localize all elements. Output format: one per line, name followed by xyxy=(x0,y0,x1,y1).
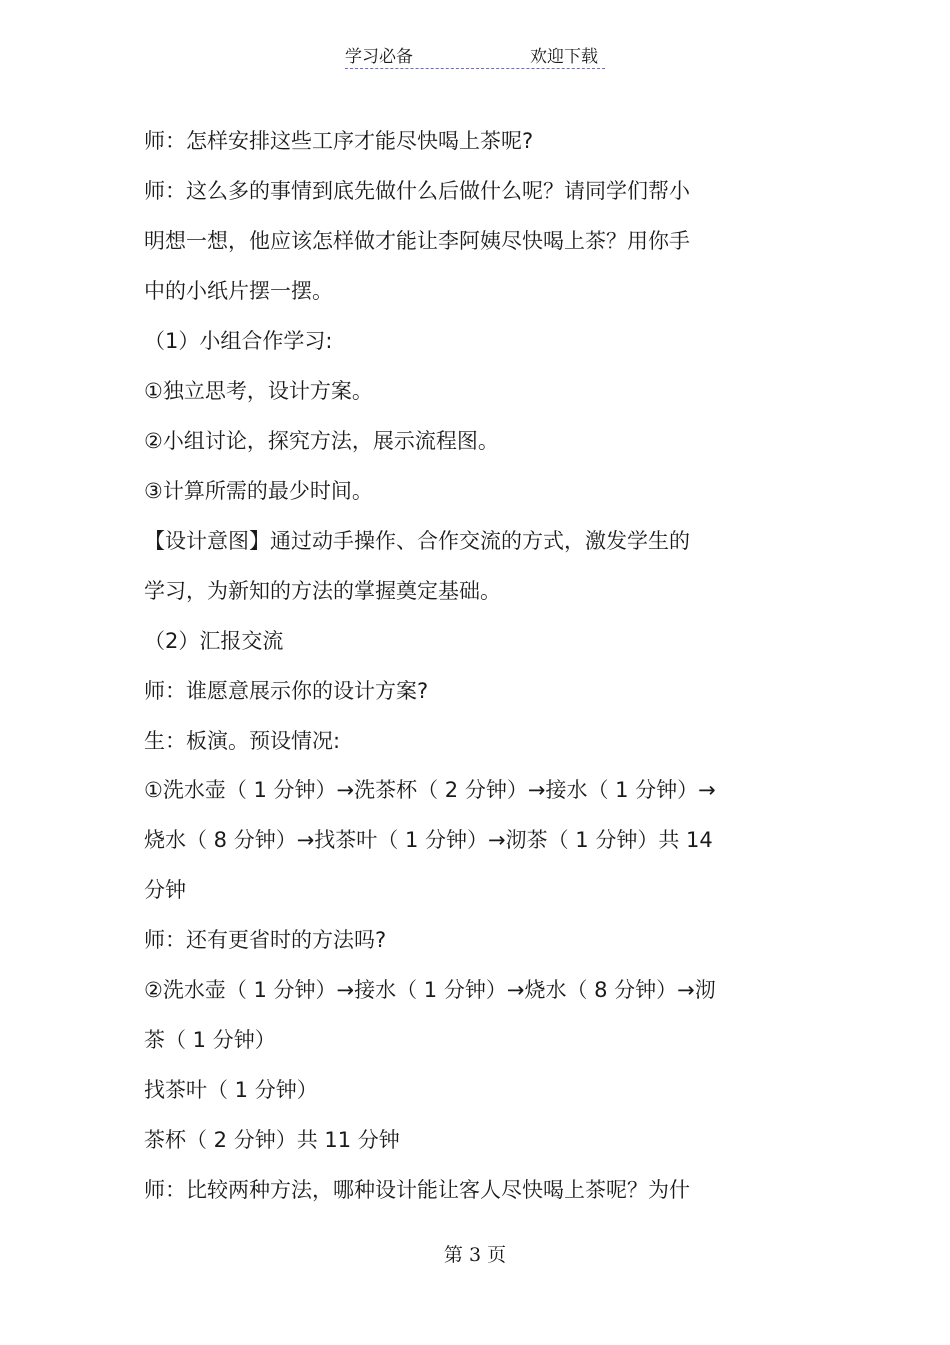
text-line: （1）小组合作学习: xyxy=(144,329,333,353)
text-line: ②洗水壶（ 1 分钟）→接水（ 1 分钟）→烧水（ 8 分钟）→沏 xyxy=(144,978,716,1002)
text-line: 明想一想，他应该怎样做才能让李阿姨尽快喝上茶？用你手 xyxy=(144,229,690,253)
text-line: 师：比较两种方法，哪种设计能让客人尽快喝上茶呢？为什 xyxy=(144,1178,690,1202)
text-line: 中的小纸片摆一摆。 xyxy=(144,279,333,303)
text-line: 找茶叶（ 1 分钟） xyxy=(144,1078,318,1102)
text-line: 师：还有更省时的方法吗? xyxy=(144,928,387,952)
text-line: 茶（ 1 分钟） xyxy=(144,1028,276,1052)
text-line: 师：怎样安排这些工序才能尽快喝上茶呢? xyxy=(144,129,534,153)
text-line: 生：板演。预设情况: xyxy=(144,729,341,753)
text-line: 学习，为新知的方法的掌握奠定基础。 xyxy=(144,579,501,603)
header-left-text: 学习必备 xyxy=(345,47,413,67)
header-right-text: 欢迎下载 xyxy=(530,47,598,67)
text-line: 烧水（ 8 分钟）→找茶叶（ 1 分钟）→沏茶（ 1 分钟）共 14 xyxy=(144,828,713,852)
text-line: ②小组讨论，探究方法，展示流程图。 xyxy=(144,429,499,453)
page-header xyxy=(345,40,605,69)
text-line: 师：这么多的事情到底先做什么后做什么呢？请同学们帮小 xyxy=(144,179,690,203)
text-line: 分钟 xyxy=(144,878,186,902)
text-line: ③计算所需的最少时间。 xyxy=(144,479,373,503)
text-line: 【设计意图】通过动手操作、合作交流的方式，激发学生的 xyxy=(144,529,690,553)
text-line: ①独立思考，设计方案。 xyxy=(144,379,373,403)
page-number: 第 3 页 xyxy=(443,1244,507,1266)
text-line: 茶杯（ 2 分钟）共 11 分钟 xyxy=(144,1128,400,1152)
text-line: （2）汇报交流 xyxy=(144,629,284,653)
text-line: ①洗水壶（ 1 分钟）→洗茶杯（ 2 分钟）→接水（ 1 分钟）→ xyxy=(144,778,716,802)
text-line: 师：谁愿意展示你的设计方案? xyxy=(144,679,429,703)
